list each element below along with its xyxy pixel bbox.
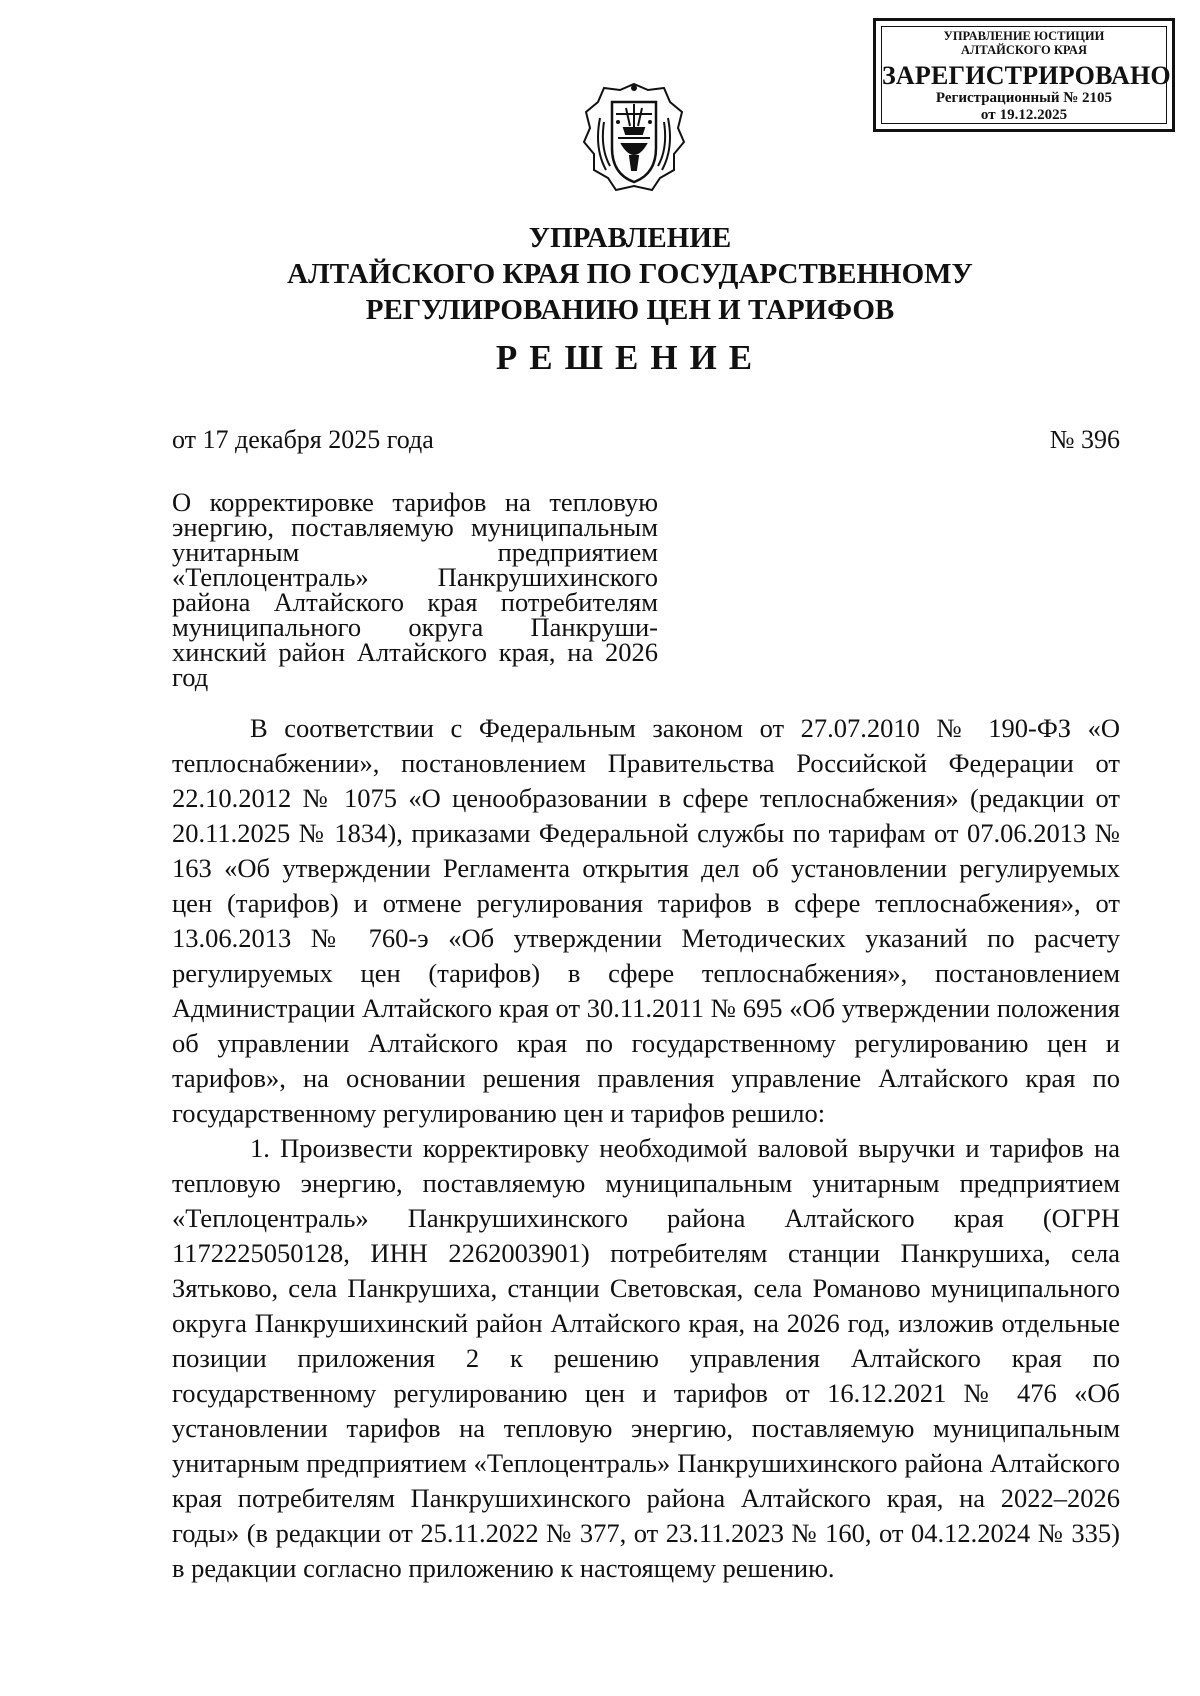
preamble-paragraph: В соответствии с Федеральным законом от 27.07.2010 № 190-ФЗ «О теплоснабжении», постановлением Правительства Российской Федерации от 22.10.2012 № 1075 «О ценообразовании в сфере теплоснабжения» (редакции от 20.11.2025 № 1834), приказами Федеральной службы по тарифам от 07.06.2013 № 163 «Об утверждении Регламента открытия дел об установлении регулируемых цен (тарифов) и отмене регулирования тарифов в сфере теплоснабжения», от 13.06.2013 № 760-э «Об утверждении Методических указаний по расчету регулируемых цен (тарифов) в сфере теплоснабжения», постановлением Администрации Алтайского края от 30.11.2011 № 695 «Об утверждении положения об управлении Алтайского края по государственному регулированию цен и тарифов», на основании решения правления управление Алтайского края по государственному регулированию цен и тарифов решило: bbox=[172, 713, 1120, 1128]
date-number-row bbox=[172, 425, 1120, 455]
registration-stamp-inner bbox=[881, 26, 1171, 124]
clause-1-paragraph: 1. Произвести корректировку необходимой валовой выручки и тарифов на тепловую энергию, поставляемую муниципальным унитарным предприятием «Теплоцентраль» Панкрушихинского района Алтайского края (ОГРН 1172225050128, ИНН 2262003901) потребителям станции Панкрушиха, села Зятьково, села Панкрушиха, станции Световская, села Романово муниципального округа Панкрушихинский район Алтайского края, на 2026 год, изложив отдельные позиции приложения 2 к решению управления Алтайского края по государственному регулированию цен и тарифов от 16.12.2021 № 476 «Об установлении тарифов на тепловую энергию, поставляемую муниципальным унитарным предприятием «Теплоцентраль» Панкрушихинского района Алтайского края потребителям Панкрушихинского района Алтайского края, на 2022–2026 годы» (в редакции от 25.11.2022 № 377, от 23.11.2023 № 160, от 04.12.2024 № 335) в редакции согласно приложению к настоящему решению. bbox=[172, 1133, 1120, 1583]
stamp-org-line1: УПРАВЛЕНИЕ ЮСТИЦИИ bbox=[943, 29, 1105, 43]
stamp-reg-date: 19.12.2025 bbox=[999, 106, 1068, 123]
agency-line-1: УПРАВЛЕНИЕ bbox=[528, 222, 732, 254]
document-type-title: РЕШЕНИЕ bbox=[495, 338, 765, 377]
agency-line-3: РЕГУЛИРОВАНИЮ ЦЕН И ТАРИФОВ bbox=[365, 294, 895, 326]
agency-line-2: АЛТАЙСКОГО КРАЯ ПО ГОСУДАРСТВЕННОМУ bbox=[287, 258, 973, 290]
registration-stamp bbox=[873, 18, 1175, 132]
stamp-reg-date-line bbox=[882, 107, 1166, 124]
decision-number: № 396 bbox=[1049, 425, 1120, 454]
stamp-status: ЗАРЕГИСТРИРОВАНО bbox=[882, 60, 1171, 90]
decision-body bbox=[172, 711, 1120, 1586]
decision-date: от 17 декабря 2025 года bbox=[172, 425, 434, 454]
altai-krai-coat-of-arms-icon bbox=[578, 78, 690, 200]
stamp-org-line2: АЛТАЙСКОГО КРАЯ bbox=[961, 42, 1087, 57]
agency-name bbox=[160, 220, 1100, 328]
stamp-reg-number: Регистрационный № 2105 bbox=[935, 90, 1113, 107]
stamp-reg-date-prefix: от bbox=[980, 106, 996, 123]
decision-subject: О корректировке тарифов на тепловую энергию, поставляемую муниципальным унитарным предприятием «Теплоцентраль» Панкрушихинского района Алтайского края потребителям муниципального округа Панкрушихинский район Алтайского края, на 2026 год bbox=[172, 487, 658, 692]
